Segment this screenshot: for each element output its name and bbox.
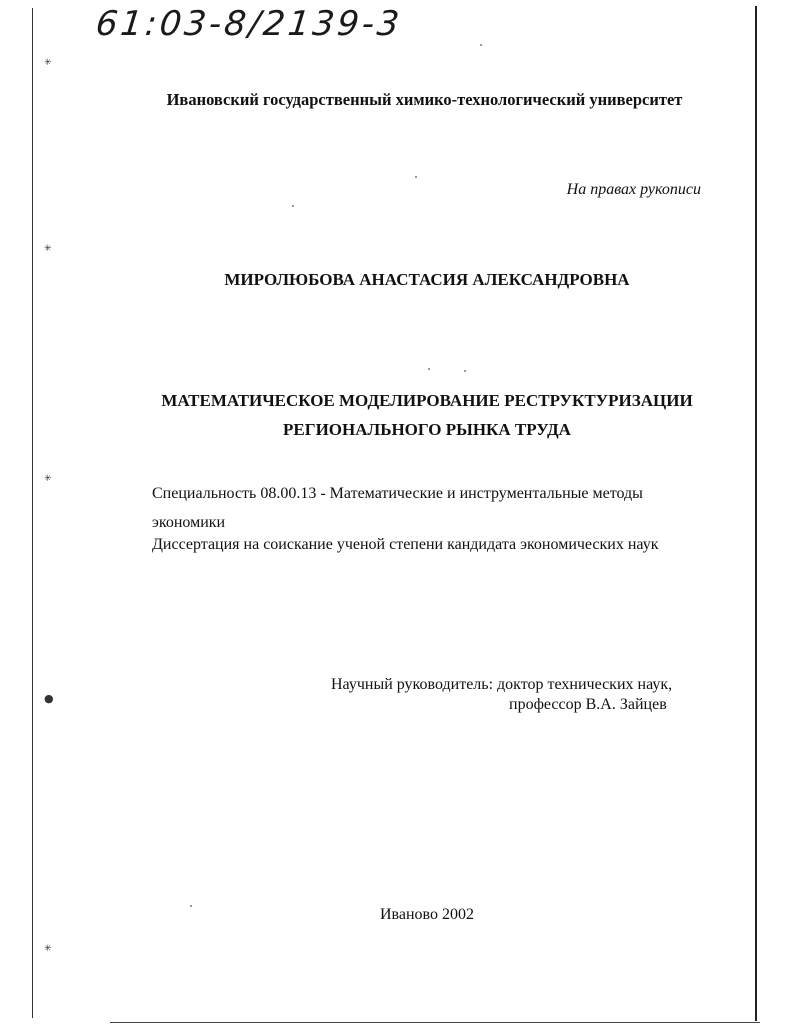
binder-hole-mark-icon: ✳ (44, 474, 52, 484)
scan-border-left (32, 8, 33, 1018)
scan-speck (415, 176, 417, 178)
scan-speck (428, 368, 430, 370)
scan-border-bottom (110, 1022, 760, 1023)
university-name: Ивановский государственный химико-технологический университет (166, 90, 683, 109)
scan-border-right (755, 6, 757, 1021)
manuscript-note: На правах рукописи (566, 181, 701, 198)
dissertation-degree-text: Диссертация на соискание ученой степени кандидата экономических наук (152, 536, 659, 553)
author-name: МИРОЛЮБОВА АНАСТАСИЯ АЛЕКСАНДРОВНА (224, 270, 630, 289)
title-line-2: РЕГИОНАЛЬНОГО РЫНКА ТРУДА (283, 420, 571, 439)
supervisor-line-2: профессор В.А. Зайцев (509, 696, 667, 713)
city-and-year: Иваново 2002 (379, 906, 474, 923)
handwritten-archive-code: 61:03-8/2139-3 (93, 4, 404, 44)
scan-speck (292, 205, 294, 207)
scan-speck (464, 370, 466, 372)
title-line-1: МАТЕМАТИЧЕСКОЕ МОДЕЛИРОВАНИЕ РЕСТРУКТУРИЗАЦИИ (161, 391, 693, 410)
binder-hole-mark-icon: ✳ (44, 944, 52, 954)
scientific-supervisor (331, 675, 672, 715)
binder-hole-mark-icon: ✳ (44, 244, 52, 254)
supervisor-line-1: Научный руководитель: доктор технических наук, (331, 676, 673, 693)
scan-speck (480, 44, 482, 46)
binder-hole-mark-icon: ✳ (44, 58, 52, 68)
scan-speck (190, 905, 192, 907)
binder-hole-mark-icon: ● (44, 692, 54, 705)
dissertation-title (0, 386, 794, 444)
specialty-text: Специальность 08.00.13 - Математические и инструментальные методы экономики (152, 485, 643, 531)
